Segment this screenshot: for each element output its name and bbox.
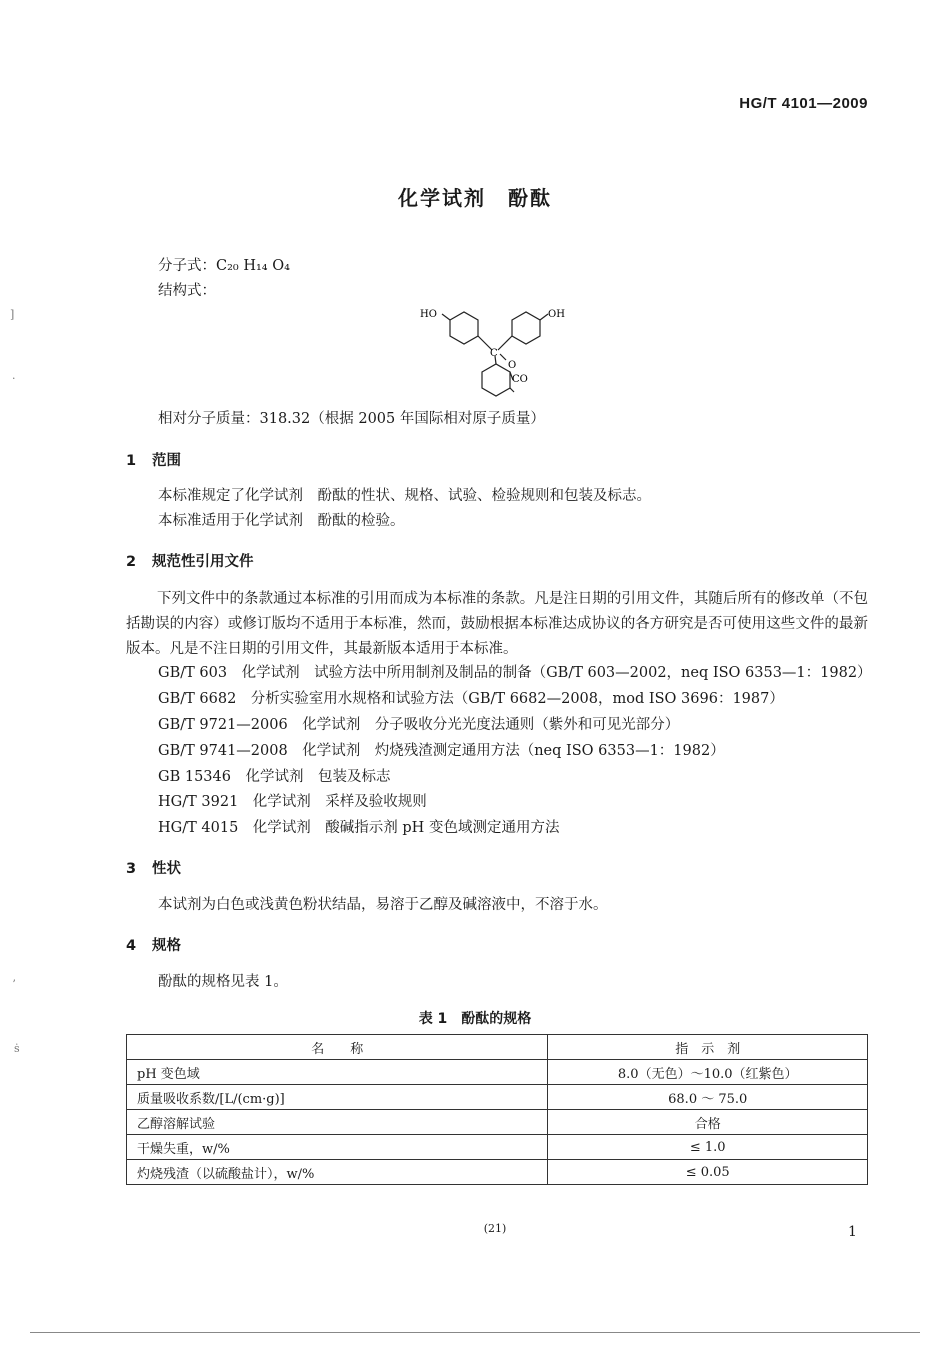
section-4-paragraph: 酚酞的规格见表 1。 (158, 974, 288, 990)
table-cell: 灼烧残渣（以硫酸盐计），w/% (127, 1160, 548, 1185)
margin-mark: ] (10, 308, 15, 321)
section-number: 3 (126, 861, 137, 877)
lactone-oxygen: O (508, 360, 517, 371)
table-caption: 表 1 酚酞的规格 (418, 1011, 532, 1027)
document-title: 化学试剂 酚酞 (398, 186, 552, 210)
scan-edge-rule (30, 1332, 920, 1333)
table-header-row (127, 1035, 868, 1060)
benzene-ring (482, 364, 510, 396)
section-number: 2 (126, 554, 137, 570)
reference-item: HG/T 4015 化学试剂 酸碱指示剂 pH 变色域测定通用方法 (158, 820, 560, 836)
section-2-intro: 下列文件中的条款通过本标准的引用而成为本标准的条款。凡是注日期的引用文件，其随后所有的修改单（不包括勘误的内容）或修订版均不适用于本标准，然而，鼓励根据本标准达成协议的各方研究是否可使用这些文件的最新版本。凡是不注日期的引用文件，其最新版本适用于本标准。 (126, 591, 868, 657)
table-row (127, 1160, 868, 1185)
table-row (127, 1135, 868, 1160)
section-title: 性状 (152, 861, 181, 877)
table-row (127, 1085, 868, 1110)
right-phenol-ring (512, 312, 540, 344)
page-label: (21) (483, 1222, 507, 1235)
margin-mark: ʼ (12, 978, 16, 991)
margin-mark: · (12, 372, 16, 385)
section-4-heading (126, 934, 181, 955)
section-3-heading (126, 857, 181, 878)
molecular-mass: 相对分子质量：318.32（根据 2005 年国际相对原子质量） (158, 411, 545, 427)
section-1-paragraph: 本标准规定了化学试剂 酚酞的性状、规格、试验、检验规则和包装及标志。 (158, 488, 651, 504)
section-number: 4 (126, 938, 137, 954)
formula-label: 分子式： (158, 258, 216, 274)
ho-group: HO (420, 309, 437, 320)
table-cell: 8.0（无色）～10.0（红紫色） (548, 1060, 868, 1085)
table-cell: 合格 (548, 1110, 868, 1135)
table-row (127, 1060, 868, 1085)
reference-item: GB/T 603 化学试剂 试验方法中所用制剂及制品的制备（GB/T 603—2002，neq ISO 6353—1：1982） (158, 665, 872, 681)
specification-table (126, 1034, 868, 1185)
section-title: 规格 (152, 938, 181, 954)
central-carbon: C (490, 348, 498, 359)
table-cell: pH 变色域 (127, 1060, 548, 1085)
table-cell: 乙醇溶解试验 (127, 1110, 548, 1135)
reference-item: GB 15346 化学试剂 包装及标志 (158, 769, 391, 785)
standard-number: HG/T 4101—2009 (739, 95, 868, 112)
carbonyl-group: CO (512, 374, 528, 385)
table-cell: 68.0 ～ 75.0 (548, 1085, 868, 1110)
structural-formula-diagram (420, 300, 580, 410)
left-phenol-ring (450, 312, 478, 344)
section-2-heading (126, 550, 254, 571)
sheet-number: 1 (848, 1224, 857, 1240)
table-cell: ≤ 1.0 (548, 1135, 868, 1160)
table-row (127, 1110, 868, 1135)
section-number: 1 (126, 453, 137, 469)
section-1-heading (126, 449, 181, 470)
margin-mark: ṡ (14, 1042, 20, 1055)
reference-item: GB/T 6682 分析实验室用水规格和试验方法（GB/T 6682—2008，mod ISO 3696：1987） (158, 691, 784, 707)
section-3-paragraph: 本试剂为白色或浅黄色粉状结晶，易溶于乙醇及碱溶液中，不溶于水。 (158, 897, 608, 913)
table-header-cell: 指 示 剂 (548, 1035, 868, 1060)
section-1-paragraph: 本标准适用于化学试剂 酚酞的检验。 (158, 513, 405, 529)
table-header-cell: 名 称 (127, 1035, 548, 1060)
structure-label: 结构式： (158, 283, 216, 299)
table-cell: 质量吸收系数/[L/(cm·g)] (127, 1085, 548, 1110)
oh-group: OH (548, 309, 565, 320)
section-title: 规范性引用文件 (152, 554, 254, 570)
section-title: 范围 (152, 453, 181, 469)
reference-item: GB/T 9721—2006 化学试剂 分子吸收分光光度法通则（紫外和可见光部分） (158, 717, 680, 733)
formula-value: C₂₀ H₁₄ O₄ (216, 258, 290, 274)
reference-item: HG/T 3921 化学试剂 采样及验收规则 (158, 794, 427, 810)
molecular-formula (158, 256, 290, 276)
table-cell: ≤ 0.05 (548, 1160, 868, 1185)
table-cell: 干燥失重，w/% (127, 1135, 548, 1160)
reference-item: GB/T 9741—2008 化学试剂 灼烧残渣测定通用方法（neq ISO 6353—1：1982） (158, 743, 725, 759)
